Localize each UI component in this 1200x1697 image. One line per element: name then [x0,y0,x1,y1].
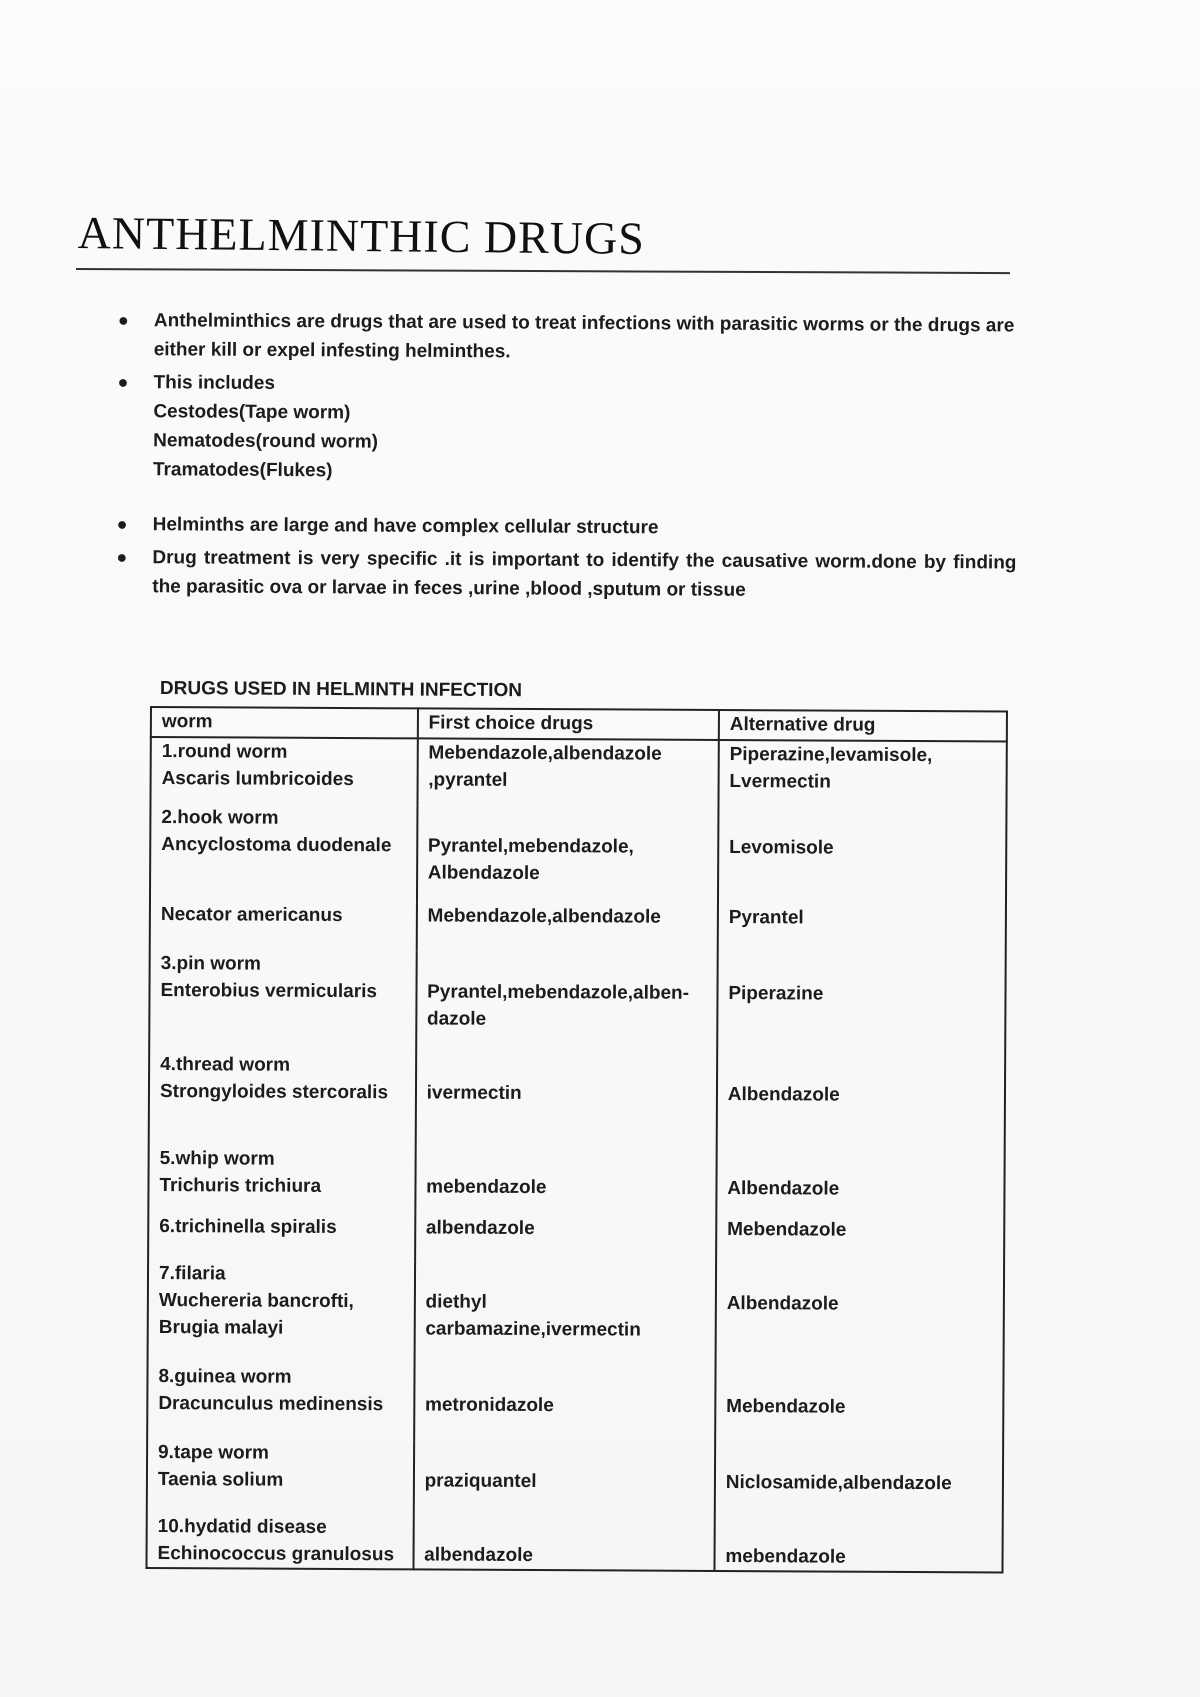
alternative-cell [715,1442,1004,1518]
cell-text: carbamazine,ivermectin [425,1318,641,1341]
worm-class-item: Tramatodes(Flukes) [152,459,333,482]
bullet-text: Helminths are large and have complex cellular structure [152,514,659,539]
cell-text: Trichuris trichiura [159,1175,322,1197]
bullet-dot: ● [117,309,129,331]
cell-text [725,1516,991,1544]
cell-text [427,1052,706,1080]
cell-text: ,pyrantel [428,769,508,791]
cell-text: Piperazine,levamisole, [729,744,933,767]
worm-class-item: Cestodes(Tape worm) [153,401,351,424]
cell-text [729,807,995,835]
first-choice-cell [413,1514,714,1571]
cell-text: Ancyclostoma duodenale [161,834,392,857]
cell-text: metronidazole [424,1394,554,1417]
cell-text: Pyrantel [728,907,804,929]
cell-text: 5.whip worm [159,1148,275,1170]
cell-text: ivermectin [426,1082,522,1104]
cell-text [426,1146,705,1174]
cell-text: Brugia malayi [158,1317,284,1339]
cell-text: Mebendazole,albendazole [428,742,662,765]
cell-text: dazole [426,1008,487,1030]
cell-text: 2.hook worm [161,807,279,829]
cell-text [425,1364,704,1392]
cell-text: 7.filaria [158,1263,226,1285]
cell-text: Lvermectin [729,771,831,793]
worm-cell [147,1439,414,1514]
cell-text: Mebendazole,albendazole [427,905,661,928]
cell-text: Strongyloides stercoralis [159,1081,389,1104]
table-body [146,737,1006,1572]
alternative-cell [718,807,1007,906]
cell-text: Dracunculus medinensis [158,1393,384,1416]
worm-cell [149,950,416,1052]
cell-text [726,1366,992,1394]
bullet-definition [118,306,1018,369]
first-choice-cell [413,1440,715,1516]
cell-text [728,953,994,981]
cell-text: Albendazole [727,1084,840,1106]
first-choice-cell [416,902,717,953]
alternative-cell [718,904,1006,955]
table-row [147,1439,1003,1517]
cell-text [426,1261,705,1289]
worm-cell [147,1363,414,1440]
alternative-cell [718,740,1007,809]
cell-text: Pyrantel,mebendazole,alben- [427,981,690,1004]
cell-text: praziquantel [424,1470,537,1493]
cell-text: mebendazole [426,1176,547,1199]
alternative-cell [715,1366,1004,1444]
first-choice-cell [415,1146,717,1216]
table-row [148,1213,1004,1264]
cell-text: Echinococcus granulosus [157,1543,395,1566]
cell-text: mebendazole [725,1546,846,1568]
cell-text [728,1054,994,1082]
cell-text: albendazole [424,1544,534,1567]
cell-text: Niclosamide,albendazole [725,1472,952,1495]
alternative-cell [715,1263,1004,1368]
cell-text: Mebendazole [726,1396,846,1418]
cell-text: Necator americanus [160,904,343,927]
first-choice-cell [414,1364,716,1442]
worm-cell [146,1513,413,1569]
first-choice-cell [414,1261,716,1366]
cell-text: 4.thread worm [160,1054,291,1076]
cell-text: Ascaris lumbricoides [161,768,354,791]
cell-text [428,805,707,833]
column-header-worm: worm [151,707,418,738]
table-row [150,901,1006,954]
table-caption: DRUGS USED IN HELMINTH INFECTION [159,678,523,702]
table-row [147,1363,1003,1443]
cell-text: Albendazole [427,862,540,885]
worm-cell [149,1051,416,1146]
bullet-text: Drug treatment is very specific .it is important to identify the causative worm.done by finding the parasitic ova or larvae in feces ,urine ,blood ,sputum or tissue [152,547,1017,601]
cell-text: Enterobius vermicularis [160,980,378,1003]
cell-text: 6.trichinella spiralis [159,1216,337,1238]
first-choice-cell [416,951,718,1054]
drug-table [145,706,1008,1573]
cell-text [427,951,706,979]
table-row [150,804,1006,905]
cell-text [727,1263,993,1291]
worm-cell [148,1145,415,1214]
alternative-cell [716,1216,1004,1265]
cell-text: 9.tape worm [158,1442,270,1464]
cell-text: Piperazine [728,983,824,1005]
cell-text: albendazole [425,1217,535,1240]
table-row [148,1260,1005,1367]
table-row [148,1145,1004,1217]
cell-text: Albendazole [726,1293,839,1315]
worm-cell [150,804,417,902]
first-choice-cell [415,1214,716,1263]
alternative-cell [717,1054,1006,1150]
page-title: ANTHELMINTHIC DRUGS [77,206,646,264]
worm-cell [148,1213,415,1261]
cell-text [727,1148,993,1176]
cell-text [425,1440,704,1468]
cell-text: Pyrantel,mebendazole, [427,835,634,858]
cell-text: 3.pin worm [160,953,262,975]
title-underline [76,268,1010,274]
table-row [149,950,1006,1055]
bullet-text: This includes [153,372,276,394]
worm-cell [148,1260,415,1364]
cell-text: 8.guinea worm [158,1366,292,1388]
worm-cell [150,737,417,805]
table-header-row [151,707,1007,741]
table-row [149,1051,1005,1149]
cell-text: Mebendazole [727,1219,847,1241]
table-row [146,1513,1002,1572]
bullet-dot: ● [117,371,129,393]
cell-text: 10.hydatid disease [157,1516,327,1538]
bullet-text: Anthelminthics are drugs that are used to treat infections with parasitic worms or the drugs are either kill or expel infesting helminthes. [153,310,1015,363]
worm-cell [150,901,417,951]
cell-text: Wuchereria bancrofti, [158,1290,354,1313]
cell-text [424,1514,703,1542]
bullet-dot: ● [116,513,128,535]
table-row [150,737,1006,808]
alternative-cell [716,1148,1005,1218]
first-choice-cell [417,805,719,904]
bullet-dot: ● [116,546,128,568]
bullet-treatment [116,543,1016,606]
alternative-cell [714,1516,1002,1573]
bullet-structure [117,510,1017,544]
first-choice-cell [415,1052,717,1148]
cell-text: Albendazole [727,1178,840,1200]
cell-text: 1.round worm [161,741,288,763]
cell-text: diethyl [425,1291,487,1313]
column-header-first-choice: First choice drugs [417,708,718,740]
first-choice-cell [417,738,719,807]
alternative-cell [717,953,1006,1056]
bullet-includes [117,368,1018,489]
cell-text: Levomisole [729,837,834,859]
cell-text [726,1442,992,1470]
column-header-alternative: Alternative drug [719,710,1007,742]
worm-class-item: Nematodes(round worm) [153,430,379,453]
intro-bullets [116,306,1018,606]
cell-text: Taenia solium [157,1469,284,1491]
